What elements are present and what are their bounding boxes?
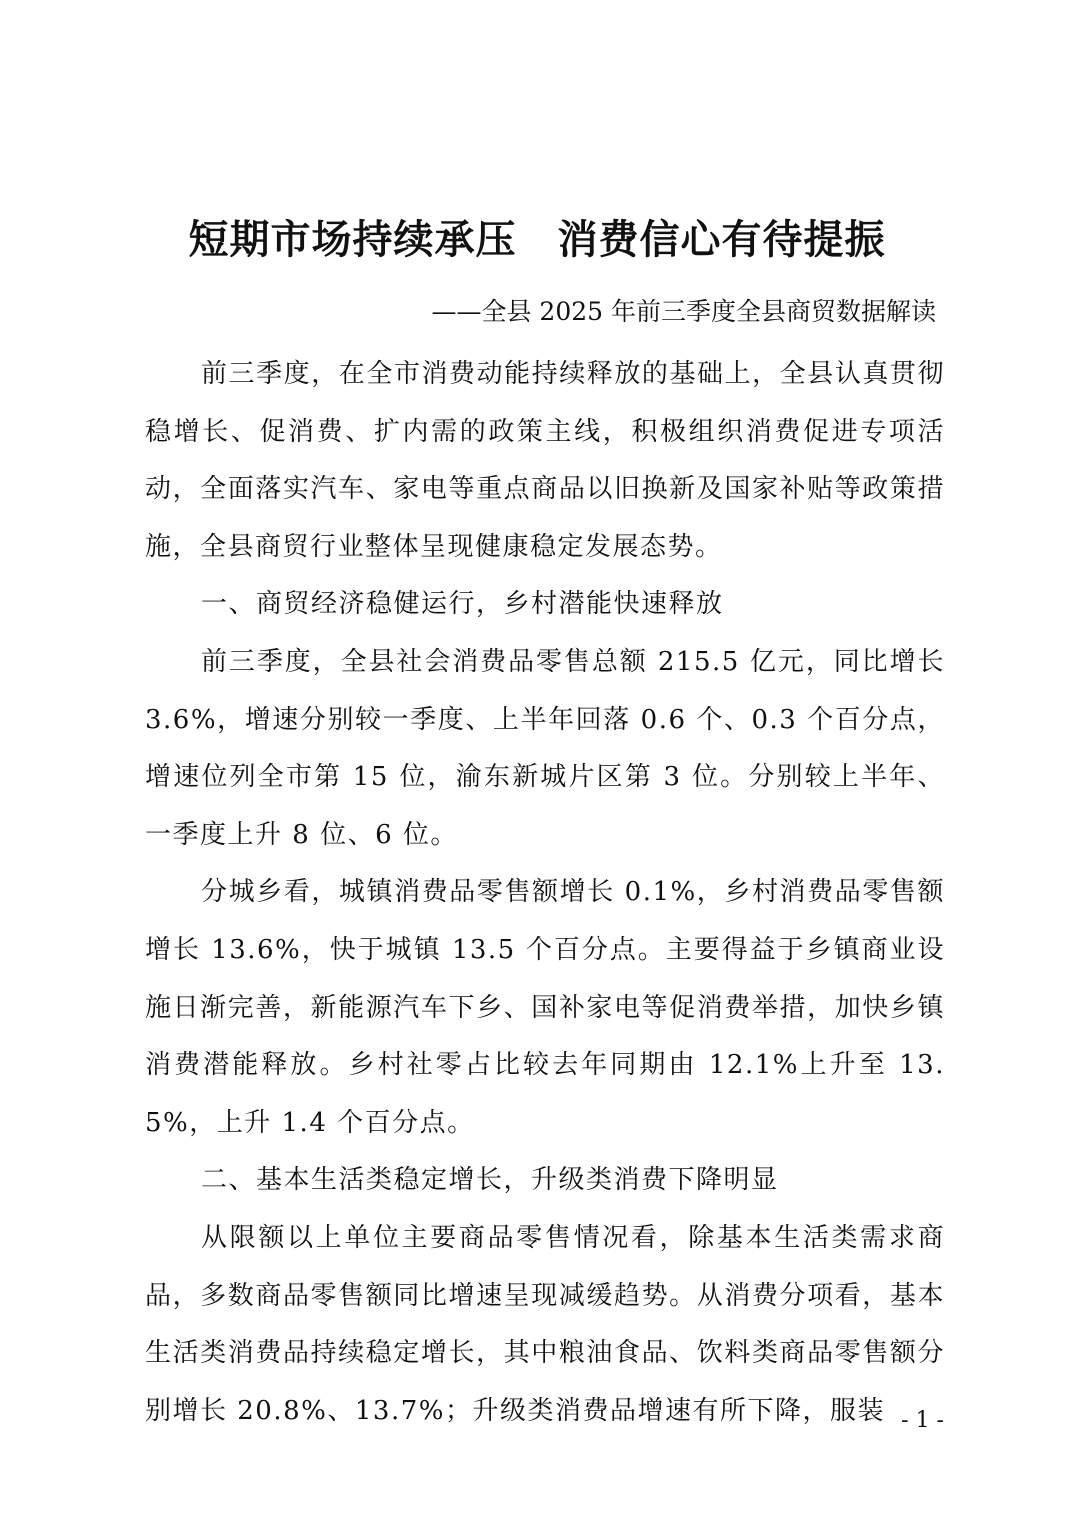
paragraph-intro: 前三季度，在全市消费动能持续释放的基础上，全县认真贯彻稳增长、促消费、扩内需的政策主线，积极组织消费促进专项活动，全面落实汽车、家电等重点商品以旧换新及国家补贴等政策措施，全县商贸行业整体呈现健康稳定发展态势。: [145, 359, 945, 562]
section-heading-1: 一、商贸经济稳健运行，乡村潜能快速释放: [201, 589, 724, 620]
document-subtitle: ——全县 2025 年前三季度全县商贸数据解读: [431, 297, 936, 326]
document-title: 短期市场持续承压 消费信心有待提振: [188, 217, 886, 263]
document-body: [145, 346, 945, 1440]
section-heading-2: 二、基本生活类稳定增长，升级类消费下降明显: [201, 1165, 779, 1196]
paragraph-urban-rural: 分城乡看，城镇消费品零售额增长 0.1%，乡村消费品零售额增长 13.6%，快于城镇 13.5 个百分点。主要得益于乡镇商业设施日渐完善，新能源汽车下乡、国补家电等促消费举措，加快乡镇消费潜能释放。乡村社零占比较去年同期由 12.1%上升至 13.5%，上升 1.4 个百分点。: [145, 877, 945, 1138]
page-number: - 1 -: [901, 1408, 944, 1433]
paragraph-retail-total: 前三季度，全县社会消费品零售总额 215.5 亿元，同比增长 3.6%，增速分别较一季度、上半年回落 0.6 个、0.3 个百分点，增速位列全市第 15 位，渝东新城片区第 3 位。分别较上半年、一季度上升 8 位、6 位。: [145, 646, 945, 850]
paragraph-commodity: 从限额以上单位主要商品零售情况看，除基本生活类需求商品，多数商品零售额同比增速呈现减缓趋势。从消费分项看，基本生活类消费品持续稳定增长，其中粮油食品、饮料类商品零售额分别增长 20.8%、13.7%；升级类消费品增速有所下降，服装: [145, 1222, 945, 1426]
